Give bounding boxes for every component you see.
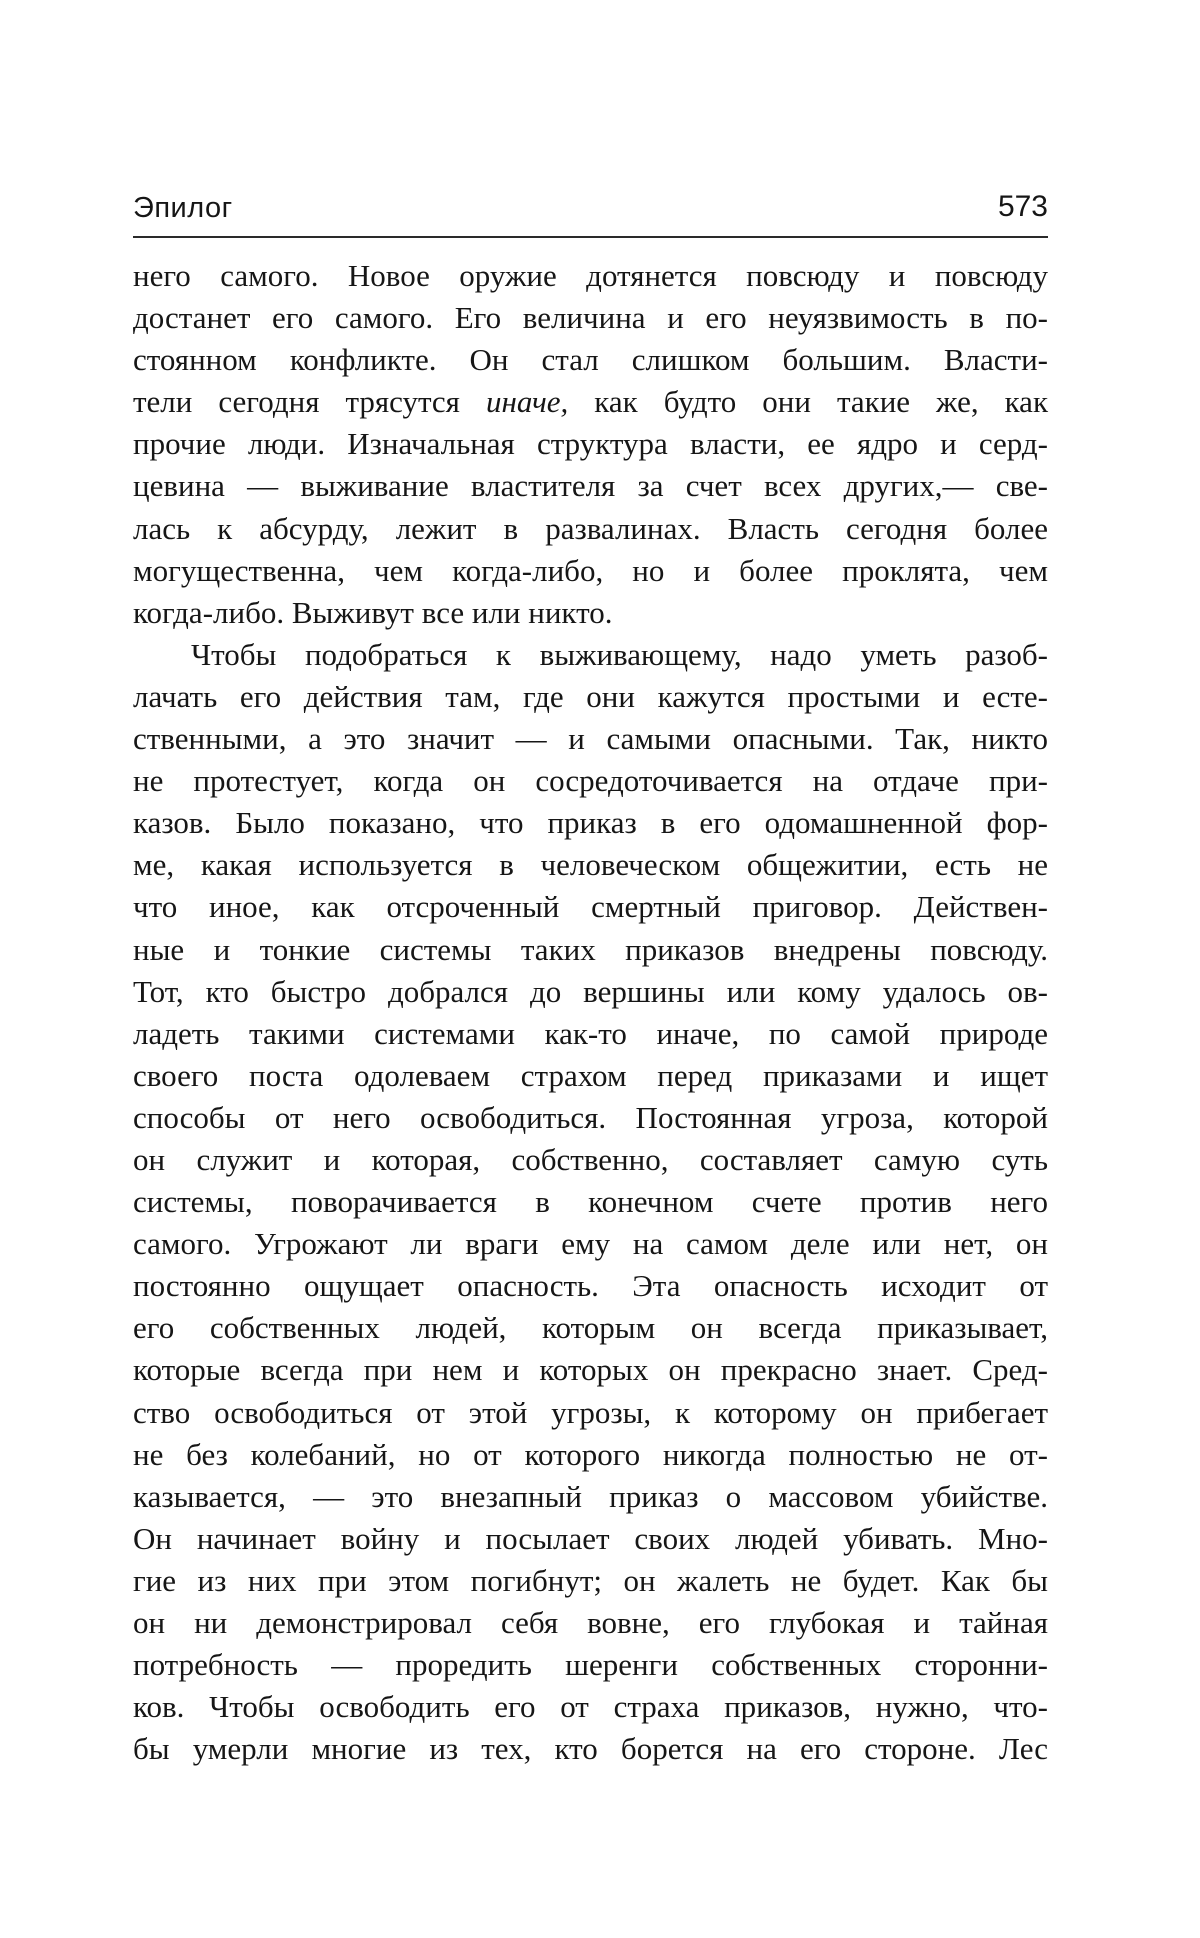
running-head <box>133 186 1048 238</box>
text-line: Он начинает войну и посылает своих людей убивать. Мно- <box>133 1520 1048 1556</box>
emphasized-word: иначе, <box>485 384 569 420</box>
text-line: постоянно ощущает опасность. Эта опасность исходит от <box>133 1268 1048 1304</box>
text-fragment: как будто они такие же, как <box>568 384 1049 420</box>
text-line: достанет его самого. Его величина и его неуязвимость в по- <box>133 300 1048 336</box>
text-line: лась к абсурду, лежит в развалинах. Власть сегодня более <box>133 510 1048 546</box>
text-line: лачать его действия там, где они кажутся простыми и есте- <box>133 678 1048 714</box>
text-line: он ни демонстрировал себя вовне, его глубокая и тайная <box>133 1605 1048 1640</box>
text-line: цевина — выживание властителя за счет всех других,— све- <box>133 468 1048 504</box>
text-line: потребность — проредить шеренги собственных сторонни- <box>133 1647 1048 1683</box>
text-line: него самого. Новое оружие дотянется повсюду и повсюду <box>133 258 1048 293</box>
text-fragment: тели сегодня трясутся <box>133 384 486 420</box>
text-line: когда-либо. Выживут все или никто. <box>133 594 613 630</box>
text-line-with-emphasis <box>133 381 1048 423</box>
paragraph-2 <box>133 634 1048 1771</box>
text-line: самого. Угрожают ли враги ему на самом деле или нет, он <box>133 1226 1048 1262</box>
text-line: что иное, как отсроченный смертный приговор. Действен- <box>133 889 1048 925</box>
text-line: ме, какая используется в человеческом общежитии, есть не <box>133 847 1048 883</box>
body-text <box>133 255 1048 1770</box>
text-line: не протестует, когда он сосредоточивается на отдаче при- <box>133 763 1048 799</box>
text-line: могущественна, чем когда-либо, но и более проклята, чем <box>133 552 1048 588</box>
text-line: способы от него освободиться. Постоянная угроза, которой <box>133 1099 1048 1135</box>
text-line: ков. Чтобы освободить его от страха приказов, нужно, что- <box>133 1689 1048 1725</box>
text-line: казывается, — это внезапный приказ о массовом убийстве. <box>133 1478 1048 1514</box>
text-line: ные и тонкие системы таких приказов внедрены повсюду. <box>133 931 1048 967</box>
text-line: ладеть такими системами как-то иначе, по самой природе <box>133 1015 1048 1051</box>
text-line: не без колебаний, но от которого никогда полностью не от- <box>133 1436 1048 1472</box>
text-line: системы, поворачивается в конечном счете против него <box>133 1184 1048 1220</box>
text-line: гие из них при этом погибнут; он жалеть не будет. Как бы <box>133 1562 1048 1598</box>
text-line: Тот, кто быстро добрался до вершины или кому удалось ов- <box>133 973 1048 1009</box>
text-line: ственными, а это значит — и самыми опасными. Так, никто <box>133 721 1048 757</box>
page-number: 573 <box>997 190 1048 223</box>
text-line: стоянном конфликте. Он стал слишком большим. Власти- <box>133 342 1048 378</box>
text-line: его собственных людей, которым он всегда приказывает, <box>133 1310 1048 1346</box>
text-line: он служит и которая, собственно, составляет самую суть <box>133 1141 1048 1177</box>
text-line: которые всегда при нем и которых он прекрасно знает. Сред- <box>133 1352 1048 1388</box>
text-line: казов. Было показано, что приказ в его одомашненной фор- <box>133 805 1048 841</box>
paragraph-1 <box>133 255 1048 634</box>
text-line: ство освободиться от этой угрозы, к которому он прибегает <box>133 1394 1048 1430</box>
text-line: Чтобы подобраться к выживающему, надо уметь разоб- <box>191 636 1048 672</box>
text-line: своего поста одолеваем страхом перед приказами и ищет <box>133 1057 1048 1093</box>
text-line: прочие люди. Изначальная структура власти, ее ядро и серд- <box>133 426 1048 462</box>
section-title: Эпилог <box>133 192 233 224</box>
text-line: бы умерли многие из тех, кто борется на его стороне. Лес <box>133 1731 1048 1767</box>
